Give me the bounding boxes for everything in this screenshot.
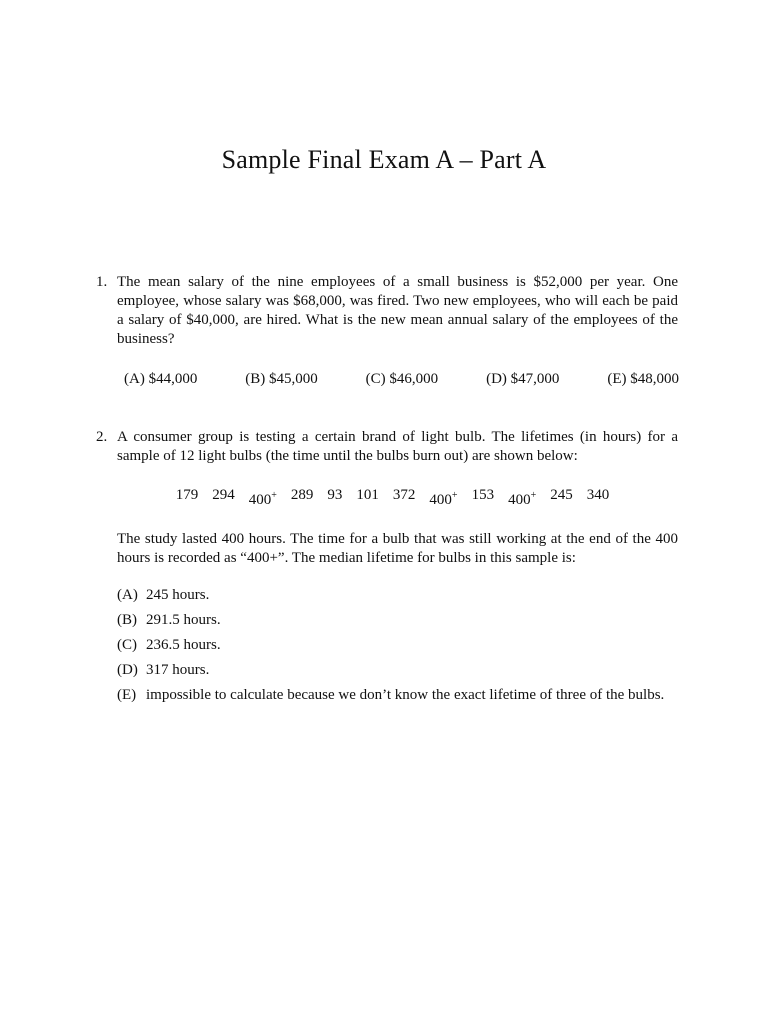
choice-text: impossible to calculate because we don’t know the exact lifetime of three of the bulbs. xyxy=(146,687,665,703)
page-title: Sample Final Exam A – Part A xyxy=(221,145,547,174)
choice-letter: (E) xyxy=(117,687,137,703)
question-number: 2. xyxy=(96,429,108,445)
superscript-plus: + xyxy=(451,490,458,501)
question-body xyxy=(117,428,678,705)
choice-c xyxy=(117,636,678,655)
data-value: 340 xyxy=(586,487,610,503)
choice-d: (D) $47,000 xyxy=(486,371,560,387)
choice-text: 317 hours. xyxy=(146,662,210,678)
question-1 xyxy=(96,273,678,389)
choice-letter: (B) xyxy=(117,612,137,628)
choice-c: (C) $46,000 xyxy=(365,371,439,387)
choice-e xyxy=(117,686,678,705)
choice-a: (A) $44,000 xyxy=(124,371,198,387)
data-value: 372 xyxy=(392,487,416,503)
choice-text: 245 hours. xyxy=(146,587,210,603)
choice-text: 291.5 hours. xyxy=(146,612,221,628)
superscript-plus: + xyxy=(530,490,537,501)
data-value: 245 xyxy=(550,487,573,503)
choice-a xyxy=(117,586,678,605)
question-text: A consumer group is testing a certain brand of light bulb. The lifetimes (in hours) for a sample of 12 light bulbs (the time until the bulbs burn out) are shown below: xyxy=(117,429,678,464)
answer-choices xyxy=(117,586,678,705)
choice-e: (E) $48,000 xyxy=(607,371,679,387)
data-value: 294 xyxy=(212,487,235,503)
question-number: 1. xyxy=(96,274,108,290)
question-body xyxy=(117,273,678,389)
data-value: 400+ xyxy=(248,490,277,508)
data-value: 101 xyxy=(356,487,379,503)
data-value: 400+ xyxy=(508,490,537,508)
question-text: The mean salary of the nine employees of a small business is $52,000 per year. One employee, whose salary was $68,000, was fired. Two new employees, who will each be paid a salary of $40,000, are hired. What is the new mean annual salary of the employees of the business? xyxy=(117,274,678,347)
choice-letter: (D) xyxy=(117,662,138,678)
question-2 xyxy=(96,428,678,711)
choice-letter: (C) xyxy=(117,637,137,653)
choice-b xyxy=(117,611,678,630)
choice-letter: (A) xyxy=(117,587,138,603)
superscript-plus: + xyxy=(271,490,277,501)
data-value: 400+ xyxy=(429,490,458,508)
choice-d xyxy=(117,661,678,680)
data-value: 93 xyxy=(327,487,343,503)
answer-choices xyxy=(124,370,679,389)
data-value: 289 xyxy=(290,487,314,503)
lifetime-data-row xyxy=(117,486,678,510)
choice-text: 236.5 hours. xyxy=(146,637,221,653)
data-value: 179 xyxy=(175,487,199,503)
question-note: The study lasted 400 hours. The time for a bulb that was still working at the end of the 400 hours is recorded as “400+”. The median lifetime for bulbs in this sample is: xyxy=(117,531,678,566)
data-value: 153 xyxy=(471,487,495,503)
choice-b: (B) $45,000 xyxy=(245,371,318,387)
